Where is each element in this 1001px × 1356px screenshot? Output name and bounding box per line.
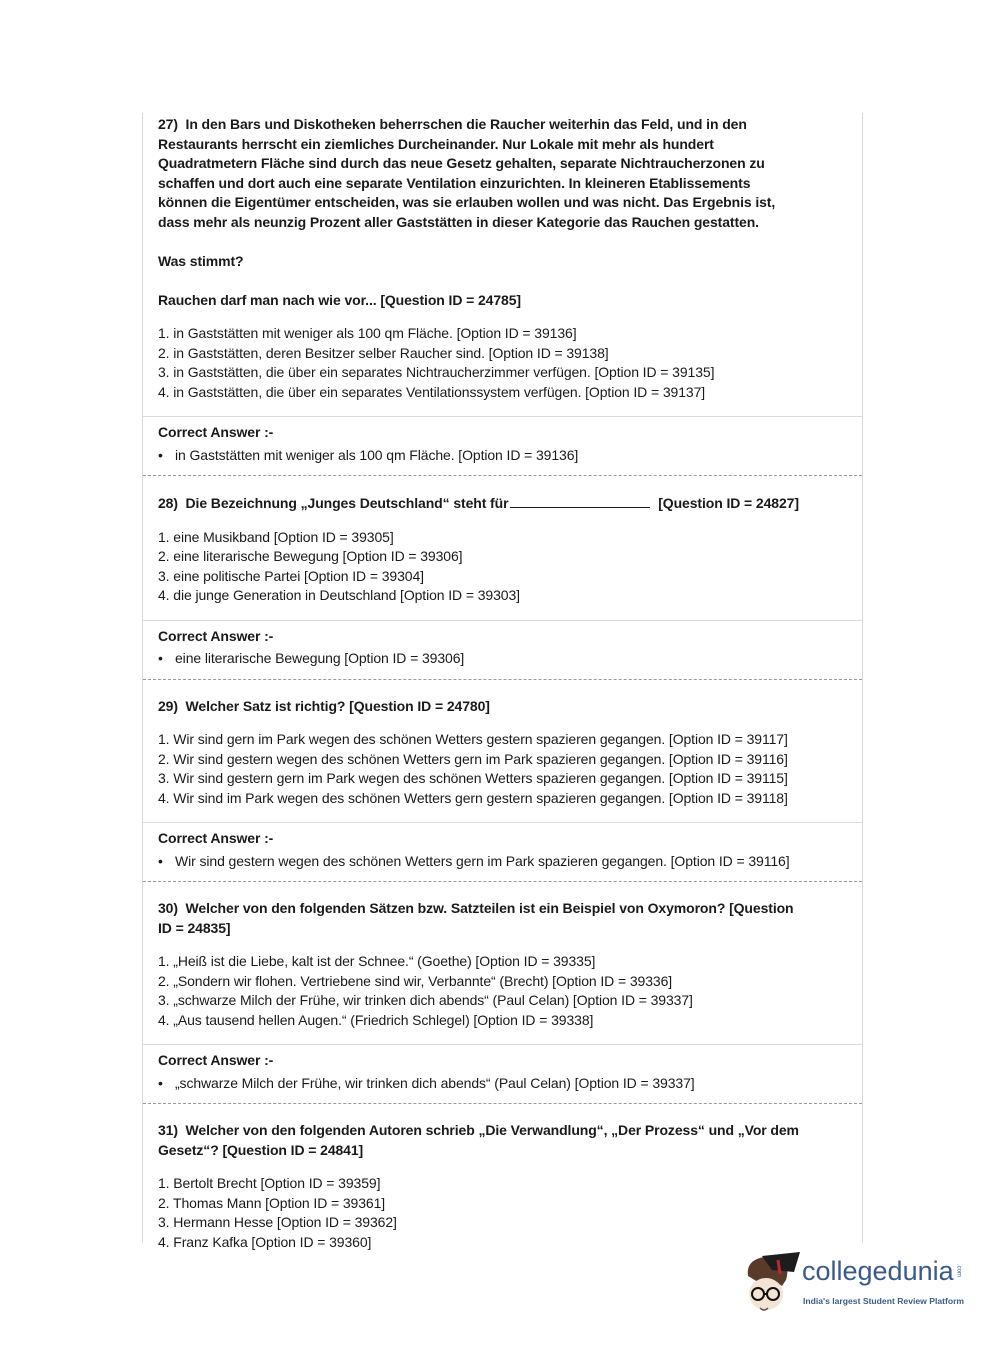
question-title — [158, 493, 847, 514]
question-31 — [143, 1104, 862, 1266]
option-item: 4. in Gaststätten, die über ein separates Ventilationssystem verfügen. [Option ID = 39137] — [158, 383, 706, 400]
option-item: 4. „Aus tausend hellen Augen.“ (Friedrich Schlegel) [Option ID = 39338] — [158, 1011, 594, 1028]
correct-answer-section — [143, 416, 862, 475]
sub-question: Was stimmt? — [158, 252, 244, 269]
correct-answer-item: • in Gaststätten mit weniger als 100 qm Fläche. [Option ID = 39136] — [158, 446, 847, 466]
correct-answer-list — [158, 1074, 847, 1094]
correct-answer-list — [158, 649, 847, 669]
question-title-text: Die Bezeichnung „Junges Deutschland“ steht für — [185, 495, 509, 511]
passage-line — [158, 174, 847, 194]
question-number: 29) — [158, 697, 178, 714]
correct-answer-label: Correct Answer :- — [158, 830, 274, 846]
passage-text: schaffen und dort auch eine separate Ventilation einzurichten. In kleineren Etablissements — [158, 174, 751, 191]
option-item: 3. „schwarze Milch der Frühe, wir trinken dich abends“ (Paul Celan) [Option ID = 39337] — [158, 992, 693, 1008]
option-item: 2. Thomas Mann [Option ID = 39361] — [158, 1194, 386, 1211]
question-30 — [143, 882, 862, 1104]
correct-answer-section — [143, 1044, 862, 1103]
question-body — [143, 680, 862, 823]
question-title-text: Welcher Satz ist richtig? [Question ID = 24780] — [185, 697, 490, 714]
student-mascot-icon — [742, 1250, 804, 1316]
passage-line — [158, 135, 847, 155]
correct-answer-label: Correct Answer :- — [158, 627, 274, 644]
spacer — [158, 232, 847, 252]
passage-line — [158, 193, 847, 213]
correct-answer-item: • „schwarze Milch der Frühe, wir trinken dich abends“ (Paul Celan) [Option ID = 39337] — [158, 1074, 847, 1094]
passage-line — [158, 213, 847, 233]
passage-text: Quadratmetern Fläche sind durch das neue Gesetz gehalten, separate Nichtraucherzonen zu — [158, 155, 765, 171]
question-body — [143, 476, 862, 620]
option-item: 2. Wir sind gestern wegen des schönen Wetters gern im Park spazieren gegangen. [Option ID = 39116] — [158, 750, 788, 767]
question-paper — [142, 113, 863, 1250]
options-list — [158, 952, 847, 1030]
passage-text: In den Bars und Diskotheken beherrschen die Raucher weiterhin das Feld, und in den — [185, 116, 747, 132]
passage-text: können die Eigentümer entscheiden, was sie erlauben wollen und was nicht. Das Ergebnis ist, — [158, 194, 776, 210]
question-27 — [143, 113, 862, 476]
question-title — [158, 1141, 847, 1161]
question-number: 27) — [158, 116, 178, 132]
passage-line — [158, 154, 847, 174]
question-title-text: Welcher von den folgenden Autoren schrieb „Die Verwandlung“, „Der Prozess“ und „Vor dem — [185, 1122, 799, 1138]
spacer — [158, 271, 847, 291]
question-29 — [143, 680, 862, 883]
question-prompt: Rauchen darf man nach wie vor... [Question ID = 24785] — [158, 291, 521, 308]
question-id: [Question ID = 24827] — [658, 495, 799, 511]
option-item: 1. „Heiß ist die Liebe, kalt ist der Schnee.“ (Goethe) [Option ID = 39335] — [158, 953, 596, 969]
question-title-text: Gesetz“? [Question ID = 24841] — [158, 1141, 364, 1158]
options-list — [158, 1174, 847, 1252]
option-item: 1. in Gaststätten mit weniger als 100 qm Fläche. [Option ID = 39136] — [158, 325, 577, 341]
question-number: 28) — [158, 495, 178, 511]
logo-wordmark — [802, 1254, 962, 1288]
question-28 — [143, 476, 862, 680]
correct-answer-list — [158, 446, 847, 466]
options-list — [158, 324, 847, 402]
question-title-text: ID = 24835] — [158, 919, 231, 936]
option-item: 2. in Gaststätten, deren Besitzer selber Raucher sind. [Option ID = 39138] — [158, 344, 609, 361]
option-item: 4. die junge Generation in Deutschland [Option ID = 39303] — [158, 587, 520, 603]
option-item: 4. Wir sind im Park wegen des schönen Wetters gern gestern spazieren gegangen. [Option ID = 39118] — [158, 789, 788, 806]
correct-answer-list — [158, 852, 847, 872]
logo-tagline: India's largest Student Review Platform — [803, 1296, 965, 1306]
option-item: 3. Hermann Hesse [Option ID = 39362] — [158, 1214, 397, 1230]
question-title — [158, 899, 847, 919]
correct-answer-item: • Wir sind gestern wegen des schönen Wetters gern im Park spazieren gegangen. [Option ID = 39116] — [158, 852, 847, 872]
correct-answer-label: Correct Answer :- — [158, 1052, 274, 1068]
option-item: 3. eine politische Partei [Option ID = 39304] — [158, 567, 424, 584]
correct-answer-section — [143, 822, 862, 881]
option-item: 1. Wir sind gern im Park wegen des schönen Wetters gestern spazieren gegangen. [Option ID = 39117] — [158, 731, 788, 747]
question-title — [158, 919, 847, 939]
question-title — [158, 697, 847, 717]
passage-text: Restaurants herrscht ein ziemliches Durcheinander. Nur Lokale mit mehr als hundert — [158, 135, 714, 152]
option-item: 4. Franz Kafka [Option ID = 39360] — [158, 1233, 372, 1250]
question-body — [143, 882, 862, 1044]
logo-name: collegedunia — [802, 1256, 954, 1286]
option-item: 3. Wir sind gestern gern im Park wegen des schönen Wetters spazieren gegangen. [Option ID = 39115] — [158, 770, 788, 786]
options-list — [158, 730, 847, 808]
option-item: 1. Bertolt Brecht [Option ID = 39359] — [158, 1175, 381, 1191]
correct-answer-section — [143, 620, 862, 679]
answer-blank — [510, 493, 650, 508]
logo-suffix: .com — [955, 1264, 962, 1278]
question-title-text: Welcher von den folgenden Sätzen bzw. Satzteilen ist ein Beispiel von Oxymoron? [Question — [185, 900, 794, 916]
question-number: 30) — [158, 900, 178, 916]
question-number: 31) — [158, 1122, 178, 1138]
correct-answer-item: • eine literarische Bewegung [Option ID = 39306] — [158, 649, 847, 669]
collegedunia-logo — [742, 1250, 982, 1316]
correct-answer-label: Correct Answer :- — [158, 424, 274, 440]
passage-text: dass mehr als neunzig Prozent aller Gaststätten in dieser Kategorie das Rauchen gestatten. — [158, 213, 759, 230]
option-item: 3. in Gaststätten, die über ein separates Nichtraucherzimmer verfügen. [Option ID = 39135] — [158, 364, 715, 380]
option-item: 1. eine Musikband [Option ID = 39305] — [158, 528, 394, 545]
question-body — [143, 113, 862, 416]
passage-line — [158, 115, 847, 135]
options-list — [158, 528, 847, 606]
option-item: 2. „Sondern wir flohen. Vertriebene sind wir, Verbannte“ (Brecht) [Option ID = 39336] — [158, 972, 673, 989]
question-body — [143, 1104, 862, 1266]
option-item: 2. eine literarische Bewegung [Option ID = 39306] — [158, 548, 463, 564]
question-title — [158, 1121, 847, 1141]
